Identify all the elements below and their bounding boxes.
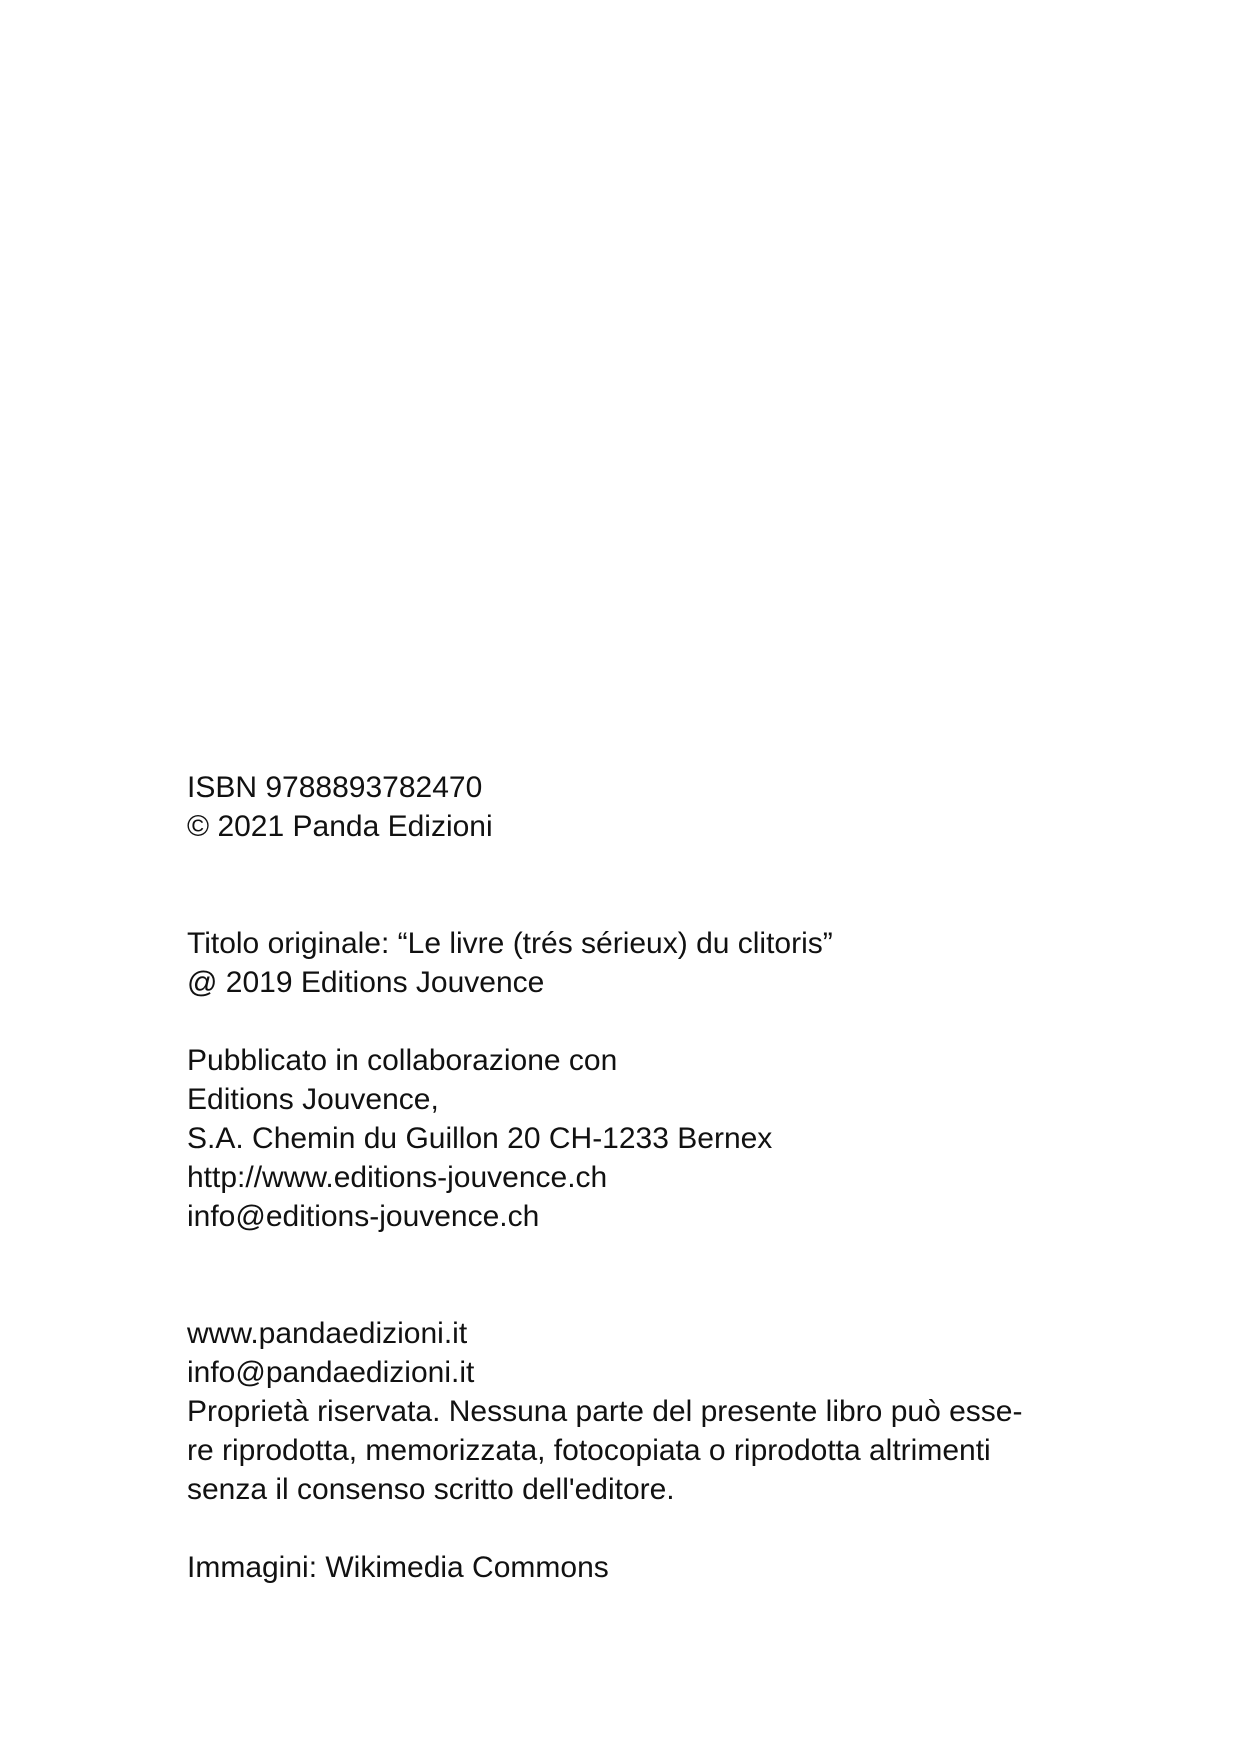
- publisher-address-line: S.A. Chemin du Guillon 20 CH-1233 Bernex: [187, 1122, 773, 1155]
- original-title-line: Titolo originale: “Le livre (trés sérieux) du clitoris”: [187, 927, 833, 960]
- isbn-block: [187, 768, 1067, 846]
- original-copyright-line: @ 2019 Editions Jouvence: [187, 966, 545, 999]
- isbn-line: ISBN 9788893782470: [187, 771, 483, 804]
- spacer: [187, 846, 1067, 924]
- spacer: [187, 1002, 1067, 1041]
- copyright-line: © 2021 Panda Edizioni: [187, 810, 493, 843]
- rights-line-3: senza il consenso scritto dell'editore.: [187, 1473, 675, 1506]
- rights-line-2: re riprodotta, memorizzata, fotocopiata o riprodotta altrimenti: [187, 1434, 991, 1467]
- images-credit-block: [187, 1548, 1067, 1587]
- spacer: [187, 1509, 1067, 1548]
- spacer: [187, 1236, 1067, 1314]
- panda-block: [187, 1314, 1067, 1509]
- panda-email-link[interactable]: info@pandaedizioni.it: [187, 1356, 475, 1389]
- original-title-block: [187, 924, 1067, 1002]
- colophon: [187, 768, 1067, 1587]
- publisher-website-link[interactable]: http://www.editions-jouvence.ch: [187, 1161, 608, 1194]
- publisher-name-line: Editions Jouvence,: [187, 1083, 439, 1116]
- collaboration-block: [187, 1041, 1067, 1236]
- panda-website-link[interactable]: www.pandaedizioni.it: [187, 1317, 468, 1350]
- publisher-email-link[interactable]: info@editions-jouvence.ch: [187, 1200, 540, 1233]
- rights-line-1: Proprietà riservata. Nessuna parte del presente libro può esse-: [187, 1395, 1023, 1428]
- images-credit-line: Immagini: Wikimedia Commons: [187, 1551, 609, 1584]
- published-with-line: Pubblicato in collaborazione con: [187, 1044, 618, 1077]
